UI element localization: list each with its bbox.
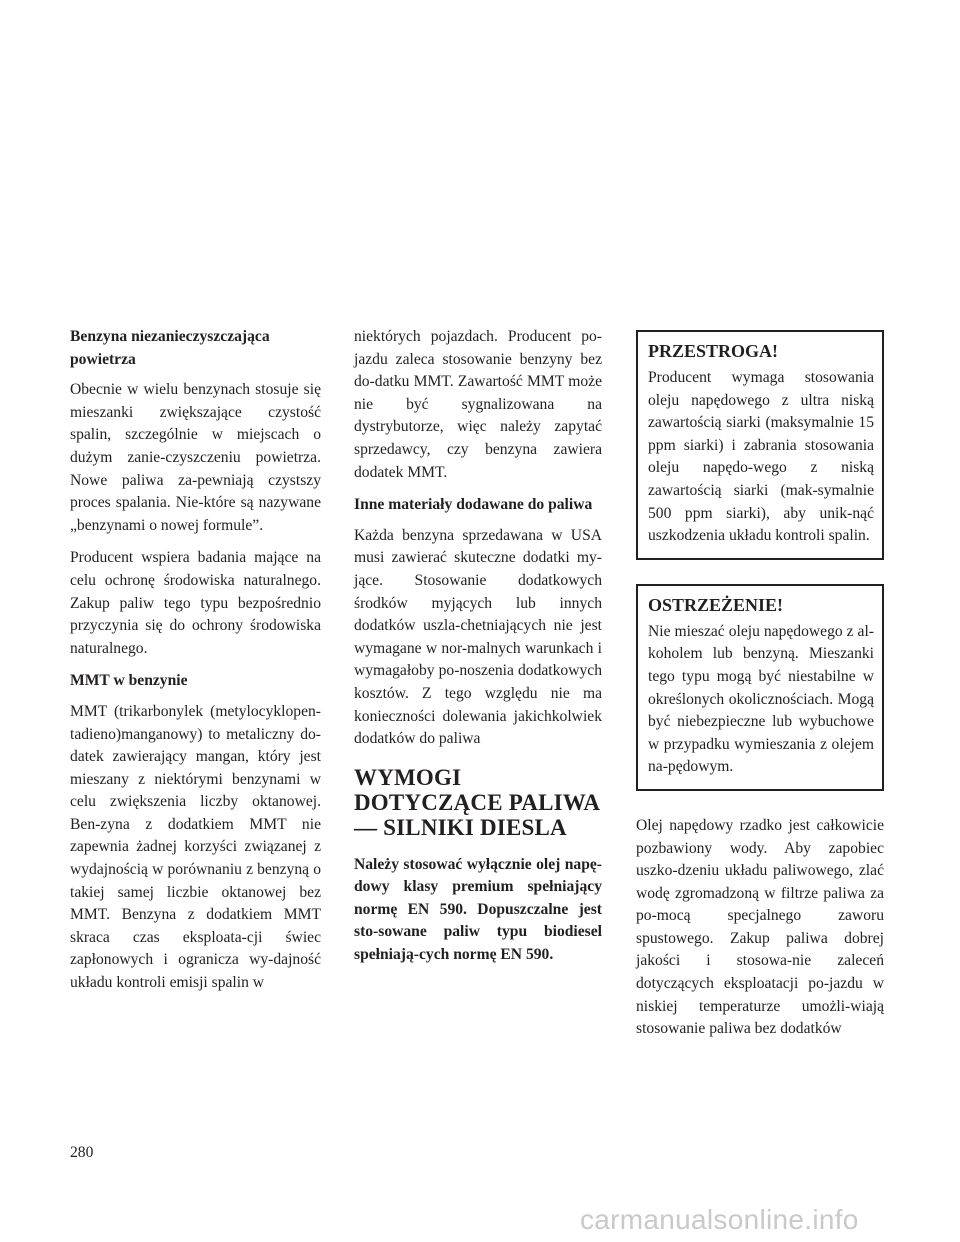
paragraph-clean-air-gasoline: Obecnie w wielu benzynach stosuje się mieszanki zwiększające czystość spalin, szczególnie w miejscach o dużym zanie-czyszczeniu powietrza. Nowe paliwa za-pewniają czystszy proces spalania. Nie-które są nazywane „benzynami o nowej formule”. (70, 381, 321, 534)
paragraph-fuel-additives: Każda benzyna sprzedawana w USA musi zawierać skuteczne dodatki my-jące. Stosowanie dodatkowych środków myjących lub innych dodatków uszla-chetniających nie jest wymagane w nor-malnych warunkach i wymagałoby po-noszenia dodatkowych kosztów. Z tego względu nie ma konieczności dolewania jakichkolwiek dodatków do paliwa (354, 526, 602, 748)
paragraph-water-in-diesel: Olej napędowy rzadko jest całkowicie pozbawiony wody. Aby zapobiec uszko-dzeniu układu paliwowego, zlać wodę zgromadzoną w filtrze paliwa za po-mocą specjalnego zaworu spustowego. Zakup paliwa dobrej jakości i stosowa-nie zaleceń dotyczących eksploatacji po-jazdu w niskiej temperaturze umożli-wiają stosowanie paliwa bez dodatków (636, 816, 884, 1038)
heading-fuel-additives: Inne materiały dodawane do paliwa (354, 496, 593, 514)
column-right (636, 330, 884, 1051)
caution-text: Producent wymaga stosowania oleju napędowego z ultra niską zawartością siarki (maksymalnie 15 ppm siarki) i zabrania stosowania oleju napędo-wego z niską zawartością siarki (mak-symalnie 500 ppm siarki), aby unik-nąć uszkodzenia układu kontroli spalin. (648, 369, 874, 545)
warning-box (636, 584, 884, 791)
heading-clean-air-gasoline: Benzyna niezanieczyszczająca powietrza (70, 328, 270, 368)
heading-mmt-in-gasoline: MMT w benzynie (70, 672, 188, 690)
warning-title: OSTRZEŻENIE! (648, 594, 784, 615)
paragraph-diesel-en590: Należy stosować wyłącznie olej napę-dowy klasy premium spełniający normę EN 590. Dopuszczalne jest sto-sowane paliw typu biodiesel spełniają-cych normę EN 590. (354, 855, 602, 964)
caution-box (636, 330, 884, 560)
caution-title: PRZESTROGA! (648, 341, 779, 361)
watermark: carmanualsonline.info (580, 1204, 859, 1235)
paragraph-mmt-continued: niektórych pojazdach. Producent po-jazdu zaleca stosowanie benzyny bez do-datku MMT. Zawartość MMT może nie być sygnalizowana na dystrybutorze, więc należy zapytać sprzedawcy, czy benzyna zawiera dodatek MMT. (354, 328, 602, 481)
paragraph-mmt: MMT (trikarbonylek (metylocyklopen-tadieno)manganowy) to metaliczny do-datek zawierający mangan, który jest mieszany z niektórymi benzynami w celu zwiększenia liczby oktanowej. Ben-zyna z dodatkiem MMT nie zapewnia żadnej korzyści związanej z wydajnością w porównaniu z benzyną o takiej samej liczbie oktanowej bez MMT. Benzyna z dodatkiem MMT skraca czas eksploata-cji świec zapłonowych i ogranicza wy-dajność układu kontroli emisji spalin w (70, 702, 321, 992)
page-number: 280 (70, 1144, 94, 1161)
section-title-diesel-fuel-requirements: WYMOGI DOTYCZĄCE PALIWA — SILNIKI DIESLA (354, 764, 599, 840)
warning-text: Nie mieszać oleju napędowego z al-koholem lub benzyną. Mieszanki tego typu mogą być niestabilne w określonych okolicznościach. Mogą być niebezpieczne lub wybuchowe w przypadku wymieszania z olejem na-pędowym. (648, 622, 874, 776)
paragraph-environment-support: Producent wspiera badania mające na celu ochronę środowiska naturalnego. Zakup paliw tego typu bezpośrednio przyczynia się do ochrony środowiska naturalnego. (70, 549, 321, 657)
column-middle (354, 326, 602, 977)
column-left (70, 326, 321, 1005)
